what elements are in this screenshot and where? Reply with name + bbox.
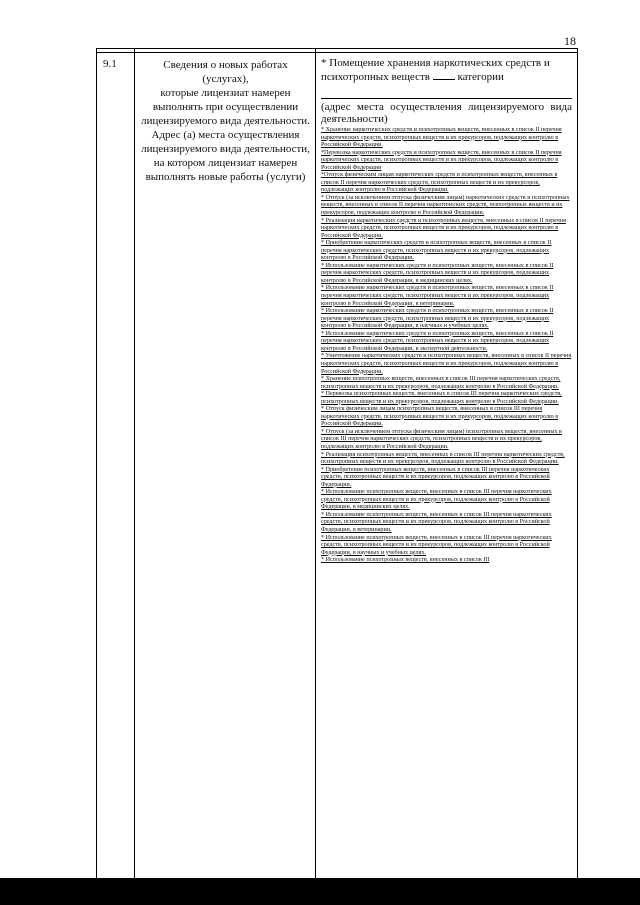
- description-line: выполнять новые работы (услуги): [145, 171, 306, 183]
- list-item: * Использование психотропных веществ, внесенных в список III: [321, 557, 490, 564]
- list-item: * Использование психотропных веществ, внесенных в список III перечня наркотических средств, психотропных веществ и их прекурсоров, подлежащих контролю в Российской Федерации, в ветеринарии.: [321, 511, 552, 533]
- description-line: которые лицензиат намерен: [160, 87, 291, 99]
- list-item: * Использование психотропных веществ, внесенных в список III перечня наркотических средств, психотропных веществ и их прекурсоров, подлежащих контролю в Российской Федерации, в медицинских целях.: [321, 489, 552, 511]
- description-line: Адрес (а) места осуществления: [151, 129, 300, 141]
- list-item: * Использование наркотических средств и психотропных веществ, внесенных в список II перечня наркотических средств, психотропных веществ и их прекурсоров, подлежащих контролю в Российской Федерации, в ветеринарии.: [321, 285, 554, 307]
- list-item: * Хранение наркотических средств и психотропных веществ, внесенных в список II перечня наркотических средств, психотропных веществ и их прекурсоров, подлежащих контролю в Российской Федерации.: [321, 127, 562, 149]
- address-blank-field[interactable]: [321, 84, 572, 99]
- list-item: * Приобретение психотропных веществ, внесенных в список III перечня наркотических средств, психотропных веществ и их прекурсоров, подлежащих контролю в Российской Федерации.: [321, 466, 550, 488]
- table-row: [97, 53, 578, 883]
- intro-line-2a: психотропных веществ: [321, 71, 430, 83]
- list-item: * Использование наркотических средств и психотропных веществ, внесенных в список II перечня наркотических средств, психотропных веществ и их прекурсоров, подлежащих контролю в Российской Федерации, в научных и учебных целях.: [321, 308, 554, 330]
- list-item: * Использование наркотических средств и психотропных веществ, внесенных в список II перечня наркотических средств, психотропных веществ и их прекурсоров, подлежащих контролю в Российской Федерации, в медицинских целях.: [321, 262, 554, 284]
- list-item: * Использование психотропных веществ, внесенных в список III перечня наркотических средств, психотропных веществ и их прекурсоров, подлежащих контролю в Российской Федерации, в научных и учебных целях.: [321, 534, 552, 556]
- row-content: [316, 53, 578, 883]
- row-description: [135, 53, 316, 883]
- description-line: лицензируемого вида деятельности,: [141, 143, 310, 155]
- description-line: Сведения о новых работах (услугах),: [163, 59, 288, 85]
- storage-premises-line: [321, 57, 572, 84]
- description-line: выполнять при осуществлении: [152, 101, 299, 113]
- list-item: * Приобретение наркотических средств и психотропных веществ, внесенных в список II перечня наркотических средств, психотропных веществ и их прекурсоров, подлежащих контролю в Российской Федерации.: [321, 240, 552, 262]
- list-item: * Реализация наркотических средств и психотропных веществ, внесенных в список II перечня наркотических средств, психотропных веществ и их прекурсоров, подлежащих контролю в Российской Федерации.: [321, 217, 566, 239]
- list-item: * Реализация психотропных веществ, внесенных в список III перечня наркотических средств, психотропных веществ и их прекурсоров, подлежащих контролю в Российской Федерации.: [321, 451, 565, 466]
- intro-line-2b: категории: [457, 71, 504, 83]
- list-item: * Отпуск (за исключением отпуска физическим лицам) психотропных веществ, внесенных в список III перечня наркотических средств, психотропных веществ и их прекурсоров, подлежащих контролю в Российской Федерации.: [321, 428, 562, 450]
- work-items-list: [321, 127, 572, 565]
- list-item: *Отпуск физическим лицам наркотических средств и психотропных веществ, внесенных в список II перечня наркотических средств, психотропных веществ и их прекурсоров, подлежащих контролю в Российской Федерации.: [321, 172, 558, 194]
- category-blank-field[interactable]: [433, 70, 455, 80]
- list-item: *Перевозка наркотических средств и психотропных веществ, внесенных в список II перечня наркотических средств, психотропных веществ и их прекурсоров, подлежащих контролю в Российской Федерации: [321, 149, 562, 171]
- scan-bottom-edge: [0, 878, 640, 905]
- list-item: * Использование наркотических средств и психотропных веществ, внесенных в список II перечня наркотических средств, психотропных веществ и их прекурсоров, подлежащих контролю в Российской Федерации, в экспертной деятельности.: [321, 330, 554, 352]
- list-item: * Хранение психотропных веществ, внесенных в список III перечня наркотических средств, психотропных веществ и их прекурсоров, подлежащих контролю в Российской Федерации.: [321, 376, 561, 390]
- intro-line-1: * Помещение хранения наркотических средств и: [321, 57, 550, 69]
- description-line: лицензируемого вида деятельности.: [141, 115, 310, 127]
- list-item: * Отпуск (за исключением отпуска физическим лицам) наркотических средств и психотропных веществ, внесенных в список II перечня наркотических средств, психотропных веществ и их прекурсоров, подлежащих контролю в Российской Федерации.: [321, 194, 570, 217]
- page-number: 18: [564, 34, 576, 48]
- list-item: * Перевозка психотропных веществ, внесенных в список III перечня наркотических средств, психотропных веществ и их прекурсоров, подлежащих контролю в Российской Федерации.: [321, 391, 562, 405]
- description-line: на котором лицензиат намерен: [153, 157, 298, 169]
- row-number: 9.1: [97, 53, 135, 883]
- form-table: [96, 48, 578, 883]
- list-item: * Уничтожение наркотических средств и психотропных веществ, внесенных в список II перечня наркотических средств, психотропных веществ и их прекурсоров, подлежащих контролю в Российской Федерации.: [321, 353, 572, 375]
- list-item: * Отпуск физическим лицам психотропных веществ, внесенных в список III перечня наркотических средств, психотропных веществ и их прекурсоров, подлежащих контролю в Российской Федерации.: [321, 406, 559, 428]
- address-label: (адрес места осуществления лицензируемого вида деятельности): [321, 101, 572, 125]
